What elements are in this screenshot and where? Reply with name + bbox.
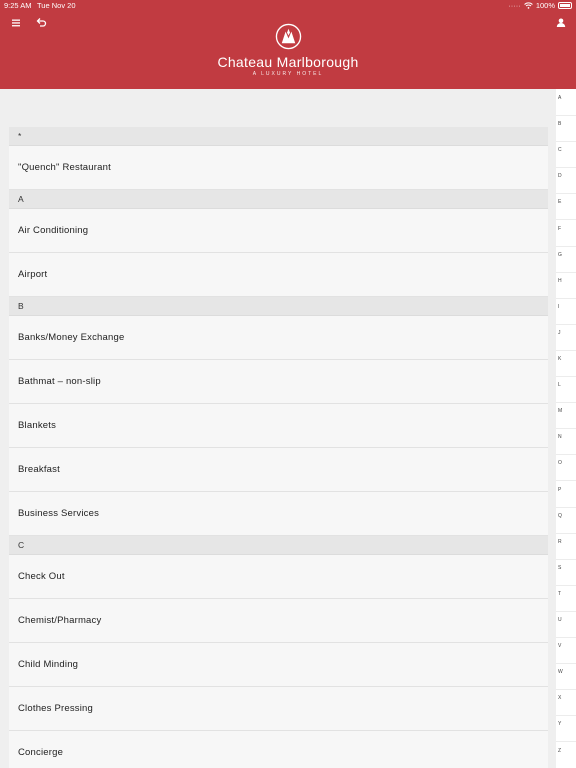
- index-divider: [556, 193, 576, 194]
- section-header-star: *: [9, 127, 548, 146]
- index-letter-j[interactable]: J: [558, 329, 561, 336]
- list-item-chemist-pharmacy[interactable]: Chemist/Pharmacy: [9, 599, 548, 643]
- index-divider: [556, 428, 576, 429]
- index-divider: [556, 663, 576, 664]
- status-right: [508, 1, 572, 10]
- index-divider: [556, 376, 576, 377]
- list-item-clothes-pressing[interactable]: Clothes Pressing: [9, 687, 548, 731]
- index-divider: [556, 715, 576, 716]
- index-letter-f[interactable]: F: [558, 225, 562, 232]
- index-divider: [556, 454, 576, 455]
- status-date: Tue Nov 20: [37, 1, 76, 10]
- list-item-banks-money-exchange[interactable]: Banks/Money Exchange: [9, 316, 548, 360]
- index-letter-s[interactable]: S: [558, 564, 562, 571]
- index-divider: [556, 533, 576, 534]
- index-divider: [556, 246, 576, 247]
- list-item-airport[interactable]: Airport: [9, 253, 548, 297]
- list-item-breakfast[interactable]: Breakfast: [9, 448, 548, 492]
- undo-arrow-icon: [33, 15, 49, 31]
- status-bar: [0, 0, 576, 12]
- list-item-quench-restaurant[interactable]: "Quench" Restaurant: [9, 146, 548, 190]
- index-divider: [556, 559, 576, 560]
- index-divider: [556, 219, 576, 220]
- list-item-check-out[interactable]: Check Out: [9, 555, 548, 599]
- index-letter-e[interactable]: E: [558, 199, 562, 206]
- list-item-air-conditioning[interactable]: Air Conditioning: [9, 209, 548, 253]
- signal-dots-icon: ·····: [508, 1, 521, 10]
- status-time: 9:25 AM: [4, 1, 32, 10]
- index-letter-g[interactable]: G: [558, 251, 562, 258]
- alphabet-index[interactable]: [556, 89, 576, 768]
- index-letter-y[interactable]: Y: [558, 721, 562, 728]
- index-letter-z[interactable]: Z: [558, 747, 562, 754]
- index-divider: [556, 611, 576, 612]
- section-header-c: C: [9, 536, 548, 555]
- person-icon: [553, 15, 569, 31]
- index-letter-k[interactable]: K: [558, 356, 562, 362]
- index-letter-r[interactable]: R: [558, 538, 562, 545]
- index-letter-w[interactable]: W: [558, 669, 563, 676]
- index-divider: [556, 402, 576, 403]
- directory-list: [9, 127, 548, 768]
- index-letter-m[interactable]: M: [558, 408, 563, 415]
- index-letter-u[interactable]: U: [558, 617, 562, 623]
- section-header-a: A: [9, 190, 548, 209]
- index-divider: [556, 689, 576, 690]
- hotel-name: Chateau Marlborough: [217, 54, 359, 70]
- index-letter-n[interactable]: N: [558, 434, 562, 441]
- index-letter-p[interactable]: P: [558, 486, 562, 493]
- back-button[interactable]: [33, 15, 49, 31]
- index-letter-o[interactable]: O: [558, 460, 562, 467]
- user-button[interactable]: [553, 15, 569, 31]
- index-letter-i[interactable]: I: [558, 303, 560, 310]
- wifi-icon: [524, 2, 533, 9]
- list-item-concierge[interactable]: Concierge: [9, 731, 548, 768]
- battery-icon: [558, 2, 572, 9]
- hotel-tagline: A LUXURY HOTEL: [252, 71, 324, 77]
- index-divider: [556, 480, 576, 481]
- section-header-b: B: [9, 297, 548, 316]
- app-header: [0, 0, 576, 89]
- hotel-logo-icon: [275, 23, 302, 50]
- index-letter-d[interactable]: D: [558, 173, 562, 180]
- index-divider: [556, 272, 576, 273]
- index-letter-c[interactable]: C: [558, 147, 562, 154]
- index-divider: [556, 324, 576, 325]
- index-letter-h[interactable]: H: [558, 277, 562, 284]
- index-divider: [556, 141, 576, 142]
- index-divider: [556, 507, 576, 508]
- hamburger-menu-icon: [8, 15, 24, 31]
- index-letter-x[interactable]: X: [558, 695, 562, 702]
- index-letter-q[interactable]: Q: [558, 512, 562, 519]
- index-divider: [556, 115, 576, 116]
- index-letter-t[interactable]: T: [558, 590, 562, 597]
- list-item-child-minding[interactable]: Child Minding: [9, 643, 548, 687]
- index-divider: [556, 637, 576, 638]
- index-divider: [556, 167, 576, 168]
- list-item-business-services[interactable]: Business Services: [9, 492, 548, 536]
- battery-percent: 100%: [535, 1, 555, 10]
- index-divider: [556, 585, 576, 586]
- index-letter-a[interactable]: A: [558, 95, 562, 101]
- index-letter-v[interactable]: V: [558, 643, 562, 650]
- list-item-blankets[interactable]: Blankets: [9, 404, 548, 448]
- index-divider: [556, 741, 576, 742]
- index-divider: [556, 350, 576, 351]
- index-letter-b[interactable]: B: [558, 121, 562, 128]
- index-letter-l[interactable]: L: [558, 382, 561, 389]
- index-divider: [556, 298, 576, 299]
- menu-button[interactable]: [8, 15, 24, 31]
- list-item-bathmat[interactable]: Bathmat – non-slip: [9, 360, 548, 404]
